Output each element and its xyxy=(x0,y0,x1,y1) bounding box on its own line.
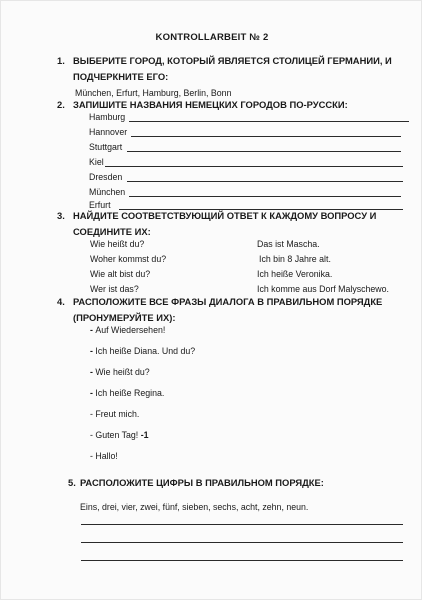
answer-item: Ich bin 8 Jahre alt. xyxy=(259,254,331,264)
question-1-text-line1: ВЫБЕРИТЕ ГОРОД, КОТОРЫЙ ЯВЛЯЕТСЯ СТОЛИЦЕЙ ГЕРМАНИИ, И xyxy=(73,55,392,66)
question-5-number: 5. xyxy=(68,477,76,488)
question-3-text-line1: НАЙДИТЕ СООТВЕТСТВУЮЩИЙ ОТВЕТ К КАЖДОМУ ВОПРОСУ И xyxy=(73,210,377,221)
question-item: Wie alt bist du? xyxy=(90,269,151,279)
answer-item: Das ist Mascha. xyxy=(257,239,320,249)
question-1-text-line2: ПОДЧЕРКНИТЕ ЕГО: xyxy=(73,71,169,82)
answer-item: Ich heiße Veronika. xyxy=(257,269,333,279)
example-number: -1 xyxy=(140,430,149,440)
answer-line[interactable] xyxy=(131,136,401,137)
answer-line[interactable] xyxy=(81,524,403,525)
city-label: Hamburg xyxy=(89,112,126,122)
question-1-heading xyxy=(57,53,392,85)
question-5-text: РАСПОЛОЖИТЕ ЦИФРЫ В ПРАВИЛЬНОМ ПОРЯДКЕ: xyxy=(80,477,324,488)
phrase-text: Guten Tag! xyxy=(95,430,139,440)
dialog-phrase: - Hallo! xyxy=(90,451,118,461)
numbers-list: Eins, drei, vier, zwei, fünf, sieben, sechs, acht, zehn, neun. xyxy=(80,502,309,512)
city-row xyxy=(89,141,122,153)
city-row xyxy=(89,156,104,168)
city-label: Stuttgart xyxy=(89,142,123,152)
question-item: Woher kommst du? xyxy=(90,254,167,264)
phrase-text: Ich heiße Regina. xyxy=(95,388,165,398)
city-row xyxy=(89,186,125,198)
city-label: München xyxy=(89,187,126,197)
question-2-number: 2. xyxy=(57,99,65,110)
phrase-text: Auf Wiedersehen! xyxy=(95,325,166,335)
answer-line[interactable] xyxy=(127,151,401,152)
city-row xyxy=(89,111,125,123)
dialog-phrase: - Ich heiße Regina. xyxy=(90,388,165,398)
city-row xyxy=(89,171,122,183)
question-3-text-line2: СОЕДИНИТЕ ИХ: xyxy=(73,226,151,237)
answer-line[interactable] xyxy=(81,542,403,543)
question-1-number: 1. xyxy=(57,55,65,66)
answer-item: Ich komme aus Dorf Malyschewo. xyxy=(257,284,389,294)
dialog-phrase: - Guten Tag! -1 xyxy=(90,430,149,440)
answer-line[interactable] xyxy=(81,560,403,561)
question-4-text-line2: (ПРОНУМЕРУЙТЕ ИХ): xyxy=(73,312,176,323)
question-5-heading xyxy=(68,475,324,491)
answer-line[interactable] xyxy=(129,196,401,197)
question-2-text: ЗАПИШИТЕ НАЗВАНИЯ НЕМЕЦКИХ ГОРОДОВ ПО-РУССКИ: xyxy=(73,99,348,110)
question-4-text-line1: РАСПОЛОЖИТЕ ВСЕ ФРАЗЫ ДИАЛОГА В ПРАВИЛЬНОМ ПОРЯДКЕ xyxy=(73,296,383,307)
answer-line[interactable] xyxy=(129,121,409,122)
dialog-phrase: - Wie heißt du? xyxy=(90,367,150,377)
question-item: Wer ist das? xyxy=(90,284,139,294)
question-4-number: 4. xyxy=(57,296,65,307)
city-label: Hannover xyxy=(89,127,128,137)
phrase-text: Freut mich. xyxy=(95,409,140,419)
page-title: KONTROLLARBEIT № 2 xyxy=(155,32,269,43)
city-row xyxy=(89,126,127,138)
question-1-options: München, Erfurt, Hamburg, Berlin, Bonn xyxy=(75,88,232,98)
question-4-heading xyxy=(57,294,383,326)
question-3-heading xyxy=(57,208,377,240)
city-label: Erfurt xyxy=(89,200,111,210)
phrase-text: Wie heißt du? xyxy=(95,367,150,377)
answer-line[interactable] xyxy=(127,181,403,182)
answer-line[interactable] xyxy=(105,166,403,167)
city-label: Dresden xyxy=(89,172,123,182)
question-3-number: 3. xyxy=(57,210,65,221)
dialog-phrase: - Auf Wiedersehen! xyxy=(90,325,166,335)
phrase-text: Hallo! xyxy=(95,451,118,461)
question-item: Wie heißt du? xyxy=(90,239,145,249)
city-label: Kiel xyxy=(89,157,104,167)
dialog-phrase: - Ich heiße Diana. Und du? xyxy=(90,346,196,356)
phrase-text: Ich heiße Diana. Und du? xyxy=(95,346,196,356)
dialog-phrase: - Freut mich. xyxy=(90,409,140,419)
